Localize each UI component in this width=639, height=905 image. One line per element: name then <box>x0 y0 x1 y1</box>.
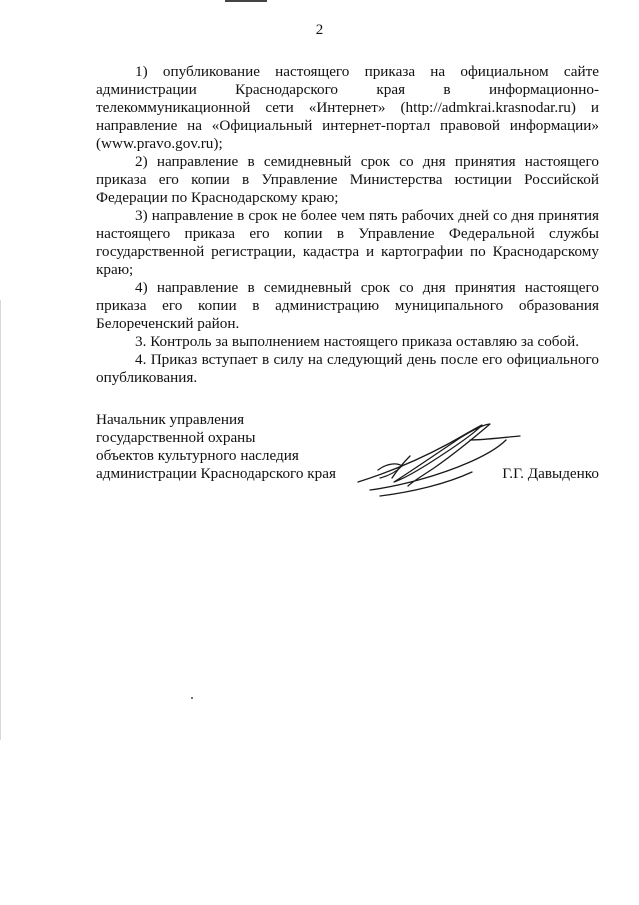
scan-edge-line <box>0 300 1 740</box>
paragraph-item-2: 2) направление в семидневный срок со дня принятия настоящего приказа его копии в Управление Министерства юстиции Российской Федерации по Краснодарскому краю; <box>96 153 599 206</box>
signatory-title: Начальник управления государственной охраны объектов культурного наследия администрации Краснодарского края <box>96 411 336 482</box>
top-scan-mark <box>225 0 267 5</box>
page-number: 2 <box>315 22 324 38</box>
paragraph-item-3: 3) направление в срок не более чем пять рабочих дней со дня принятия настоящего приказа его копии в Управление Федеральной службы государственной регистрации, кадастра и картографии по Краснодарскому краю; <box>96 207 599 278</box>
handwritten-signature <box>350 420 525 502</box>
paragraph-control: 3. Контроль за выполнением настоящего приказа оставляю за собой. <box>135 333 580 350</box>
scan-dot <box>191 697 193 699</box>
paragraph-item-4: 4) направление в семидневный срок со дня принятия настоящего приказа его копии в администрацию муниципального образования Белореченский район. <box>96 279 599 332</box>
paragraph-item-1: 1) опубликование настоящего приказа на официальном сайте администрации Краснодарского края в информационно-телекоммуникационной сети «Интернет» (http://admkrai.krasnodar.ru) и направление на «Официальный интернет-портал правовой информации» (www.pravo.gov.ru); <box>96 63 599 152</box>
signatory-name: Г.Г. Давыденко <box>502 465 599 482</box>
body-text <box>96 63 599 387</box>
paragraph-effective: 4. Приказ вступает в силу на следующий день после его официального опубликования. <box>96 351 599 386</box>
